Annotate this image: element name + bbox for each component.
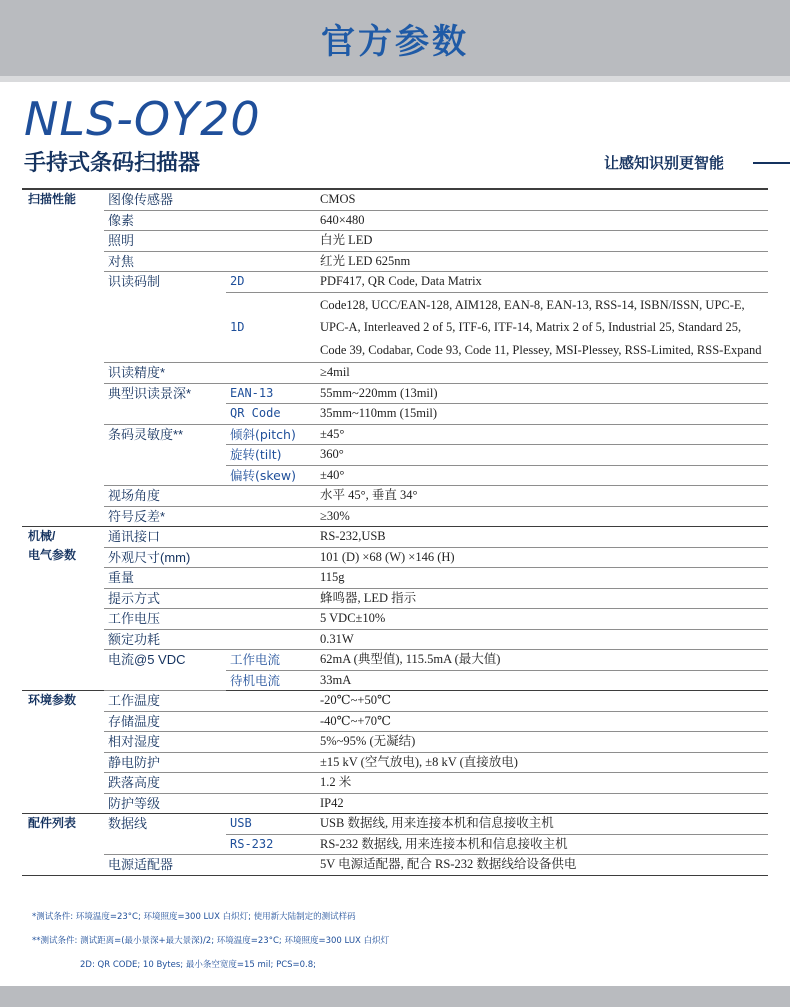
table-row — [22, 272, 768, 293]
table-row — [22, 383, 768, 404]
param-value: RS-232,USB — [316, 527, 768, 548]
param-sub: 倾斜(pitch) — [226, 424, 316, 445]
param-sub — [226, 568, 316, 589]
table-row — [22, 650, 768, 671]
param-value: 33mA — [316, 670, 768, 691]
param-name: 工作电压 — [104, 609, 226, 630]
spec-table — [22, 188, 768, 876]
param-name: 相对湿度 — [104, 732, 226, 753]
param-sub: 待机电流 — [226, 670, 316, 691]
param-name: 防护等级 — [104, 793, 226, 814]
param-sub — [226, 363, 316, 384]
param-name: 对焦 — [104, 251, 226, 272]
model-name: NLS-OY20 — [24, 92, 261, 146]
param-sub — [226, 189, 316, 210]
table-row — [22, 547, 768, 568]
param-name: 识读精度* — [104, 363, 226, 384]
param-value: 35mm~110mm (15mil) — [316, 404, 768, 425]
param-value: 5V 电源适配器, 配合 RS-232 数据线给设备供电 — [316, 855, 768, 876]
banner-divider — [0, 76, 790, 82]
footnote: *测试条件: 环境温度=23°C; 环境照度=300 LUX 白炽灯; 使用新大陆制定的测试样码 — [32, 912, 356, 922]
table-row — [22, 231, 768, 252]
group-label: 环境参数 — [22, 691, 104, 814]
bottom-band — [0, 986, 790, 1007]
table-row — [22, 732, 768, 753]
page-title: 官方参数 — [321, 22, 469, 62]
table-row — [22, 793, 768, 814]
param-sub — [226, 629, 316, 650]
slogan-rule — [753, 162, 790, 164]
param-value: 62mA (典型值), 115.5mA (最大值) — [316, 650, 768, 671]
param-sub — [226, 506, 316, 527]
param-sub — [226, 855, 316, 876]
param-sub: 工作电流 — [226, 650, 316, 671]
param-sub — [226, 231, 316, 252]
param-name: 提示方式 — [104, 588, 226, 609]
param-sub: 偏转(skew) — [226, 465, 316, 486]
param-name: 电流@5 VDC — [104, 650, 226, 691]
param-value: 1.2 米 — [316, 773, 768, 794]
param-sub — [226, 547, 316, 568]
param-value: 640×480 — [316, 210, 768, 231]
param-sub: 1D — [226, 292, 316, 363]
param-name: 数据线 — [104, 814, 226, 855]
param-value: IP42 — [316, 793, 768, 814]
group-label: 扫描性能 — [22, 189, 104, 527]
group-label-line1: 机械/ — [28, 529, 56, 543]
param-value: 蜂鸣器, LED 指示 — [316, 588, 768, 609]
table-row — [22, 527, 768, 548]
param-name: 条码灵敏度** — [104, 424, 226, 486]
param-sub — [226, 210, 316, 231]
param-sub — [226, 732, 316, 753]
table-row — [22, 629, 768, 650]
param-name: 重量 — [104, 568, 226, 589]
group-label: 配件列表 — [22, 814, 104, 876]
param-name: 额定功耗 — [104, 629, 226, 650]
param-value: 白光 LED — [316, 231, 768, 252]
param-sub — [226, 486, 316, 507]
table-row — [22, 568, 768, 589]
param-name: 电源适配器 — [104, 855, 226, 876]
param-name: 照明 — [104, 231, 226, 252]
table-row — [22, 588, 768, 609]
param-name: 像素 — [104, 210, 226, 231]
table-row — [22, 691, 768, 712]
param-value: USB 数据线, 用来连接本机和信息接收主机 — [316, 814, 768, 835]
param-value: 101 (D) ×68 (W) ×146 (H) — [316, 547, 768, 568]
footnote: 2D: QR CODE; 10 Bytes; 最小条空宽度=15 mil; PCS=0.8; — [80, 960, 317, 970]
param-name: 外观尺寸(mm) — [104, 547, 226, 568]
param-value: 55mm~220mm (13mil) — [316, 383, 768, 404]
param-sub — [226, 251, 316, 272]
param-sub — [226, 711, 316, 732]
param-name: 符号反差* — [104, 506, 226, 527]
table-row — [22, 752, 768, 773]
table-row — [22, 210, 768, 231]
table-row — [22, 189, 768, 210]
param-value: -20℃~+50℃ — [316, 691, 768, 712]
param-value: 115g — [316, 568, 768, 589]
table-row — [22, 506, 768, 527]
param-value: ≥4mil — [316, 363, 768, 384]
group-label — [22, 527, 104, 691]
table-row — [22, 609, 768, 630]
param-value: PDF417, QR Code, Data Matrix — [316, 272, 768, 293]
table-row — [22, 711, 768, 732]
param-value: ±40° — [316, 465, 768, 486]
param-value: ≥30% — [316, 506, 768, 527]
param-name: 跌落高度 — [104, 773, 226, 794]
param-name: 静电防护 — [104, 752, 226, 773]
param-value: RS-232 数据线, 用来连接本机和信息接收主机 — [316, 834, 768, 855]
param-sub — [226, 691, 316, 712]
param-value: 水平 45°, 垂直 34° — [316, 486, 768, 507]
param-sub — [226, 752, 316, 773]
table-row — [22, 251, 768, 272]
table-row — [22, 363, 768, 384]
param-sub — [226, 609, 316, 630]
table-row — [22, 486, 768, 507]
table-row — [22, 424, 768, 445]
param-name: 通讯接口 — [104, 527, 226, 548]
param-value: 5%~95% (无凝结) — [316, 732, 768, 753]
param-value: CMOS — [316, 189, 768, 210]
param-value: 0.31W — [316, 629, 768, 650]
group-label-line2: 电气参数 — [28, 548, 77, 562]
param-sub — [226, 793, 316, 814]
param-sub — [226, 773, 316, 794]
param-name: 视场角度 — [104, 486, 226, 507]
param-name: 存储温度 — [104, 711, 226, 732]
param-name: 识读码制 — [104, 272, 226, 363]
param-sub: RS-232 — [226, 834, 316, 855]
param-sub: EAN-13 — [226, 383, 316, 404]
param-value: ±45° — [316, 424, 768, 445]
param-sub: 旋转(tilt) — [226, 445, 316, 466]
product-subtitle: 手持式条码扫描器 — [24, 151, 201, 176]
param-value: 5 VDC±10% — [316, 609, 768, 630]
param-sub: USB — [226, 814, 316, 835]
param-value: -40℃~+70℃ — [316, 711, 768, 732]
table-row — [22, 814, 768, 835]
param-name: 工作温度 — [104, 691, 226, 712]
param-value: 红光 LED 625nm — [316, 251, 768, 272]
slogan: 让感知识别更智能 — [604, 154, 725, 172]
param-value: 360° — [316, 445, 768, 466]
param-name: 典型识读景深* — [104, 383, 226, 424]
param-sub: 2D — [226, 272, 316, 293]
param-sub: QR Code — [226, 404, 316, 425]
table-row — [22, 773, 768, 794]
param-sub — [226, 588, 316, 609]
param-sub — [226, 527, 316, 548]
footnote: **测试条件: 测试距离=(最小景深+最大景深)/2; 环境温度=23°C; 环境照度=300 LUX 白炽灯 — [32, 936, 390, 946]
table-row — [22, 855, 768, 876]
param-value: ±15 kV (空气放电), ±8 kV (直接放电) — [316, 752, 768, 773]
param-value: Code128, UCC/EAN-128, AIM128, EAN-8, EAN-13, RSS-14, ISBN/ISSN, UPC-E, UPC-A, Interleaved 2 of 5, ITF-6, ITF-14, Matrix 2 of 5, Industrial 25, Standard 25, Code 39, Codabar, Code 93, Code 11, Plessey, MSI-Plessey, RSS-Limited, RSS-Expand — [316, 292, 768, 363]
param-name: 图像传感器 — [104, 189, 226, 210]
